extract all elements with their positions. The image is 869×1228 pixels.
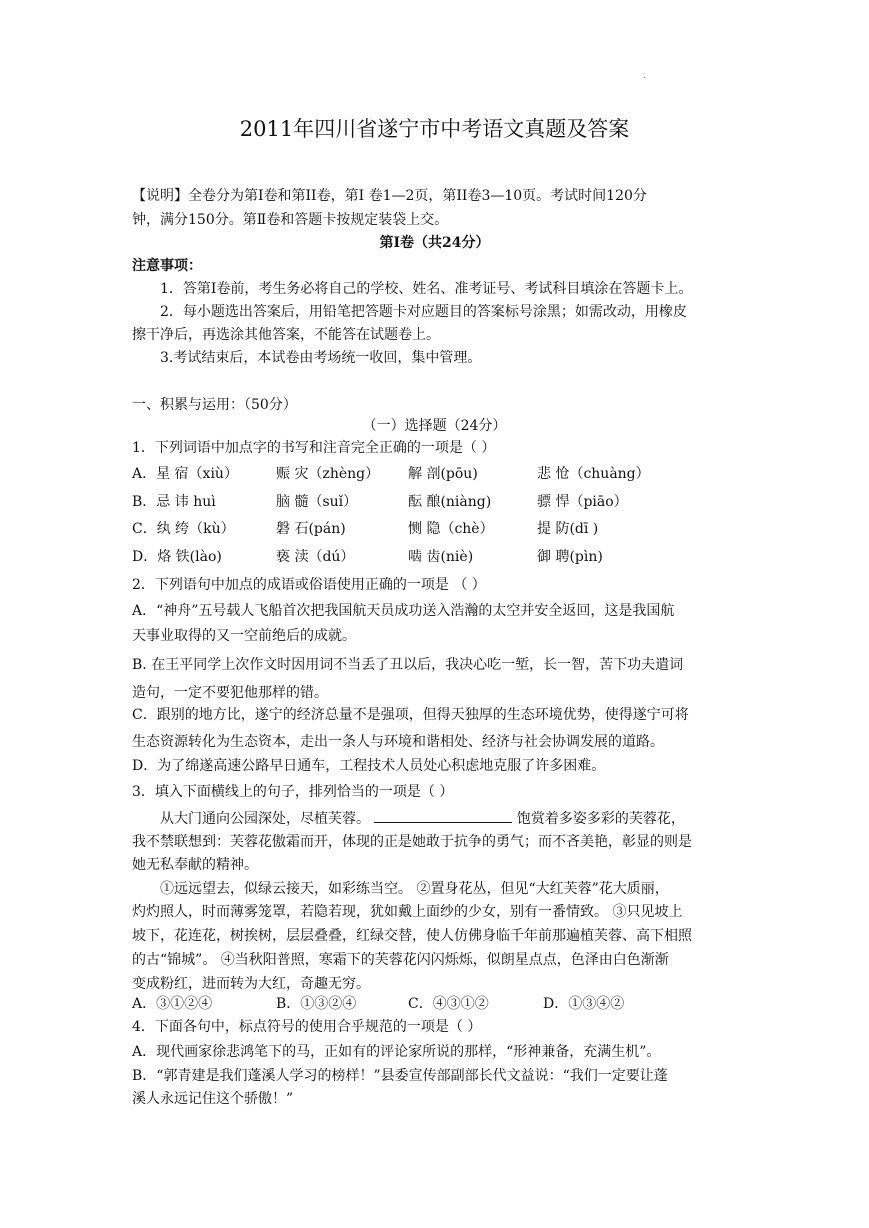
q3-passage-line-1 (160, 808, 685, 829)
part-1-heading: 一、积累与运用：（50分） (132, 397, 297, 413)
q3-option: B．①③②④ (276, 996, 357, 1012)
q4-option-b-line-1: B．“郭青建是我们蓬溪人学习的榜样！”县委宣传部副部长代文益说：“我们一定要让蓬 (132, 1068, 668, 1084)
q1-cell: B．忌 讳 huì (132, 494, 216, 510)
choice-heading: （一）选择题（24分） (362, 418, 507, 434)
q3-passage-line-2: 我不禁联想到：芙蓉花傲霜而开，体现的正是她敢于抗争的勇气；而不吝美艳，彰显的则是 (132, 834, 692, 850)
q1-cell: 脑 髓（suǐ） (276, 494, 358, 510)
q3-sentences-line-4: 的古“锦城”。 ④当秋阳普照，寒霜下的芙蓉花闪闪烁烁，似朗星点点，色泽由白色渐渐 (132, 952, 669, 968)
q1-cell: C．纨 绔（kù） (132, 521, 235, 537)
q2-option-c-line-2: 生态资源转化为生态资本，走出一条人与环境和谐相处、经济与社会协调发展的道路。 (132, 734, 664, 750)
q1-cell: 啮 齿(niè) (408, 549, 474, 565)
q1-stem: 1．下列词语中加点字的书写和注音完全正确的一项是（ ） (132, 440, 496, 456)
q1-cell: 赈 灾（zhèng） (276, 466, 380, 482)
q1-cell: 解 剖(pōu) (408, 466, 478, 482)
section-heading: 第Ⅰ卷（共24分） (379, 235, 490, 251)
q4-option-a: A．现代画家徐悲鸿笔下的马，正如有的评论家所说的那样，“形神兼备，充满生机”。 (132, 1044, 661, 1060)
q3-sentences-line-2: 灼灼照人，时而薄雾笼罩，若隐若现，犹如戴上面纱的少女，别有一番情致。 ③只见坡上 (132, 904, 683, 920)
q1-cell: 恻 隐（chè） (408, 521, 494, 537)
q4-option-b-line-2: 溪人永远记住这个骄傲！” (132, 1091, 294, 1107)
q3-passage-line-3: 她无私奉献的精神。 (132, 857, 258, 873)
q2-option-c-line-1: C．跟别的地方比，遂宁的经济总量不是强项，但得天独厚的生态环境优势，使得遂宁可将 (132, 707, 689, 723)
q1-cell: 骠 悍（piāo） (537, 494, 628, 510)
q1-cell: 亵 渎（dú） (276, 549, 355, 565)
q2-option-a-line-1: A．“神舟”五号载人飞船首次把我国航天员成功送入浩瀚的太空并安全返回，这是我国航 (132, 603, 675, 619)
q1-cell: D．烙 铁(lào) (132, 549, 222, 565)
q3-stem: 3．填入下面横线上的句子，排列恰当的一项是（ ） (132, 784, 454, 800)
notice-heading: 注意事项： (132, 258, 202, 274)
answer-blank (374, 808, 512, 823)
q2-option-b-line-1: B. 在王平同学上次作文时因用词不当丢了丑以后，我决心吃一堑，长一智，苦下功夫遣词 (132, 657, 684, 673)
q1-cell: 提 防(dī ) (537, 521, 599, 537)
q1-cell: 酝 酿(niàng) (408, 494, 492, 510)
q2-option-b-line-2: 造句，一定不要犯他那样的错。 (132, 685, 328, 701)
q3-option: A．③①②④ (132, 996, 213, 1012)
notice-item-3: 3.考试结束后，本试卷由考场统一收回，集中管理。 (160, 350, 482, 366)
intro-line-2: 钟，满分150分。第Ⅱ卷和答题卡按规定装袋上交。 (132, 212, 449, 228)
q1-cell: 磐 石(pán) (276, 521, 346, 537)
q1-cell: A．星 宿（xiù） (132, 466, 238, 482)
intro-line-1: 【说明】全卷分为第Ⅰ卷和第II卷，第Ⅰ 卷1—2页，第II卷3—10页。考试时间120分 (132, 188, 647, 204)
notice-item-2-line-1: 2．每小题选出答案后，用铅笔把答题卡对应题目的答案标号涂黑；如需改动，用橡皮 (160, 304, 687, 320)
q3-passage-after-blank: 饱赏着多姿多彩的芙蓉花， (516, 811, 685, 827)
q3-sentences-line-1: ①远远望去，似绿云接天，如彩练当空。 ②置身花丛，但见“大红芙蓉”花大质丽， (160, 881, 669, 897)
notice-item-2-line-2: 擦干净后，再选涂其他答案，不能答在试题卷上。 (132, 327, 440, 343)
q2-option-d: D．为了绵遂高速公路早日通车，工程技术人员处心积虑地克服了许多困难。 (132, 758, 606, 774)
q2-stem: 2．下列语句中加点的成语或俗语使用正确的一项是 （ ） (132, 577, 486, 593)
q3-option: C．④③①② (408, 996, 489, 1012)
q3-sentences-line-3: 坡下，花连花，树挨树，层层叠叠，红绿交替，使人仿佛身临千年前那遍植芙蓉、高下相照 (132, 928, 692, 944)
q3-passage-before-blank: 从大门通向公园深处，尽植芙蓉。 (160, 811, 370, 827)
q2-option-a-line-2: 天事业取得的又一空前绝后的成就。 (132, 628, 356, 644)
q3-sentences-line-5: 变成粉红，进而转为大红，奇趣无穷。 (132, 976, 370, 992)
header-dot: . (643, 70, 647, 81)
page-title: 2011年四川省遂宁市中考语文真题及答案 (239, 117, 630, 141)
notice-item-1: 1．答第Ⅰ卷前，考生务必将自己的学校、姓名、准考证号、考试科目填涂在答题卡上。 (160, 281, 693, 297)
q1-cell: 悲 怆（chuàng） (537, 466, 650, 482)
q4-stem: 4．下面各句中，标点符号的使用合乎规范的一项是（ ） (132, 1019, 482, 1035)
q1-cell: 御 聘(pìn) (537, 549, 603, 565)
q3-option: D．①③④② (543, 996, 625, 1012)
